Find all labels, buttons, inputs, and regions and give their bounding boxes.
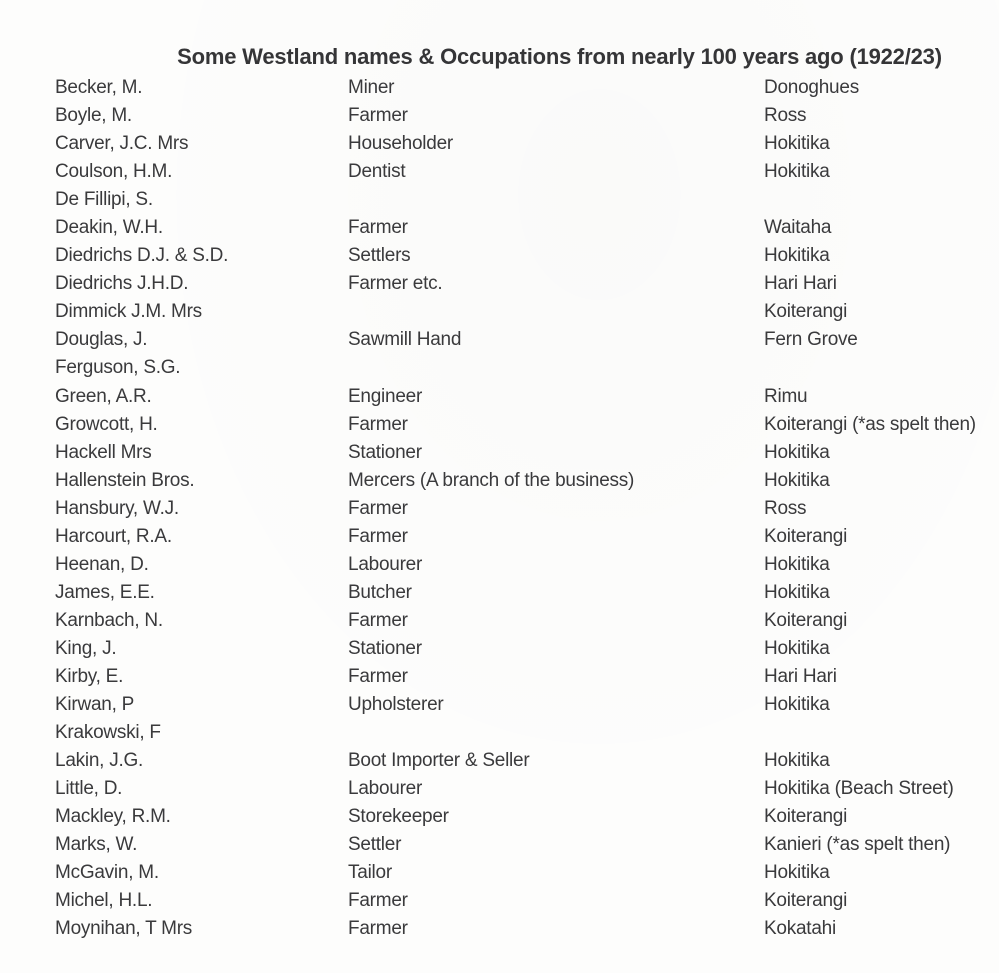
place: Hari Hari xyxy=(764,273,837,295)
place: Koiterangi (*as spelt then) xyxy=(764,413,976,435)
table-row xyxy=(55,439,999,467)
person-name: Diedrichs D.J. & S.D. xyxy=(55,245,229,267)
person-name: De Fillipi, S. xyxy=(55,189,153,211)
occupation: Farmer xyxy=(348,666,408,687)
person-name: Kirwan, P xyxy=(55,694,135,716)
place: Hokitika xyxy=(764,862,830,884)
person-name: Heenan, D. xyxy=(55,553,149,575)
occupation: Stationer xyxy=(348,637,422,659)
table-row xyxy=(55,691,999,719)
table-row xyxy=(55,383,999,411)
occupation: Farmer xyxy=(348,525,408,547)
person-name: Kirby, E. xyxy=(55,666,124,687)
person-name: Growcott, H. xyxy=(55,413,158,435)
place: Ross xyxy=(764,497,807,519)
place: Fern Grove xyxy=(764,329,858,351)
occupation: Farmer xyxy=(348,890,408,912)
place: Kanieri (*as spelt then) xyxy=(764,834,951,856)
person-name: Carver, J.C. Mrs xyxy=(55,133,189,155)
place: Hokitika xyxy=(764,245,830,267)
person-name: Coulson, H.M. xyxy=(55,161,173,183)
table-row xyxy=(55,298,999,326)
table-row xyxy=(55,467,999,495)
place: Kokatahi xyxy=(764,918,836,940)
occupation: Miner xyxy=(348,77,395,99)
place: Koiterangi xyxy=(764,890,848,912)
person-name: Dimmick J.M. Mrs xyxy=(55,301,202,323)
table-row xyxy=(55,859,999,887)
place: Koiterangi xyxy=(764,301,848,323)
records-list xyxy=(55,74,999,943)
table-row xyxy=(55,635,999,663)
person-name: Douglas, J. xyxy=(55,329,148,351)
table-row xyxy=(55,775,999,803)
place: Koiterangi xyxy=(764,806,848,828)
place: Hokitika (Beach Street) xyxy=(764,778,954,800)
table-row xyxy=(55,887,999,915)
table-row xyxy=(55,326,999,354)
page-title: Some Westland names & Occupations from nearly 100 years ago (1922/23) xyxy=(177,44,942,69)
table-row xyxy=(55,719,999,747)
occupation: Labourer xyxy=(348,553,423,575)
person-name: Green, A.R. xyxy=(55,385,152,407)
table-row xyxy=(55,579,999,607)
table-row xyxy=(55,747,999,775)
occupation: Farmer etc. xyxy=(348,273,443,295)
place: Hokitika xyxy=(764,694,830,716)
occupation: Storekeeper xyxy=(348,806,449,828)
table-row xyxy=(55,495,999,523)
person-name: Karnbach, N. xyxy=(55,609,163,631)
occupation: Mercers (A branch of the business) xyxy=(348,469,635,491)
person-name: Boyle, M. xyxy=(55,105,132,127)
person-name: Diedrichs J.H.D. xyxy=(55,273,189,295)
occupation: Farmer xyxy=(348,918,408,940)
place: Hokitika xyxy=(764,553,830,575)
table-row xyxy=(55,411,999,439)
person-name: Deakin, W.H. xyxy=(55,217,163,239)
place: Rimu xyxy=(764,385,808,407)
occupation: Dentist xyxy=(348,161,406,183)
occupation: Settlers xyxy=(348,245,411,267)
occupation: Labourer xyxy=(348,778,423,800)
table-row xyxy=(55,130,999,158)
person-name: King, J. xyxy=(55,637,117,659)
person-name: Becker, M. xyxy=(55,77,143,99)
place: Koiterangi xyxy=(764,609,848,631)
occupation: Butcher xyxy=(348,581,412,603)
person-name: Marks, W. xyxy=(55,834,138,856)
place: Hokitika xyxy=(764,161,830,183)
person-name: Krakowski, F xyxy=(55,722,161,744)
occupation: Settler xyxy=(348,834,402,856)
table-row xyxy=(55,551,999,579)
occupation: Farmer xyxy=(348,497,408,519)
place: Donoghues xyxy=(764,77,859,99)
place: Hokitika xyxy=(764,469,830,491)
place: Koiterangi xyxy=(764,525,848,547)
occupation: Farmer xyxy=(348,413,408,435)
table-row xyxy=(55,354,999,382)
occupation: Householder xyxy=(348,133,453,155)
place: Hokitika xyxy=(764,133,830,155)
table-row xyxy=(55,242,999,270)
occupation: Sawmill Hand xyxy=(348,329,462,351)
occupation: Farmer xyxy=(348,217,408,239)
person-name: James, E.E. xyxy=(55,581,155,603)
person-name: Ferguson, S.G. xyxy=(55,357,181,379)
occupation: Upholsterer xyxy=(348,694,444,716)
place: Waitaha xyxy=(764,217,832,239)
occupation: Stationer xyxy=(348,441,422,463)
occupation: Farmer xyxy=(348,609,408,631)
person-name: Hansbury, W.J. xyxy=(55,497,179,519)
table-row xyxy=(55,74,999,102)
table-row xyxy=(55,158,999,186)
person-name: Harcourt, R.A. xyxy=(55,525,172,547)
table-row xyxy=(55,831,999,859)
table-row xyxy=(55,214,999,242)
occupation: Engineer xyxy=(348,385,423,407)
person-name: Moynihan, T Mrs xyxy=(55,918,193,940)
place: Hokitika xyxy=(764,637,830,659)
table-row xyxy=(55,607,999,635)
table-row xyxy=(55,186,999,214)
place: Ross xyxy=(764,105,807,127)
table-row xyxy=(55,270,999,298)
occupation: Boot Importer & Seller xyxy=(348,750,530,772)
table-row xyxy=(55,523,999,551)
table-row xyxy=(55,803,999,831)
place: Hokitika xyxy=(764,750,830,772)
person-name: Mackley, R.M. xyxy=(55,806,171,828)
person-name: Lakin, J.G. xyxy=(55,750,144,772)
place: Hokitika xyxy=(764,441,830,463)
table-row xyxy=(55,915,999,943)
table-row xyxy=(55,663,999,691)
table-row xyxy=(55,102,999,130)
person-name: Michel, H.L. xyxy=(55,890,153,912)
person-name: Little, D. xyxy=(55,778,123,800)
occupation: Tailor xyxy=(348,862,392,884)
occupation: Farmer xyxy=(348,105,408,127)
place: Hari Hari xyxy=(764,666,837,687)
person-name: McGavin, M. xyxy=(55,862,159,884)
place: Hokitika xyxy=(764,581,830,603)
person-name: Hallenstein Bros. xyxy=(55,469,195,491)
person-name: Hackell Mrs xyxy=(55,441,152,463)
